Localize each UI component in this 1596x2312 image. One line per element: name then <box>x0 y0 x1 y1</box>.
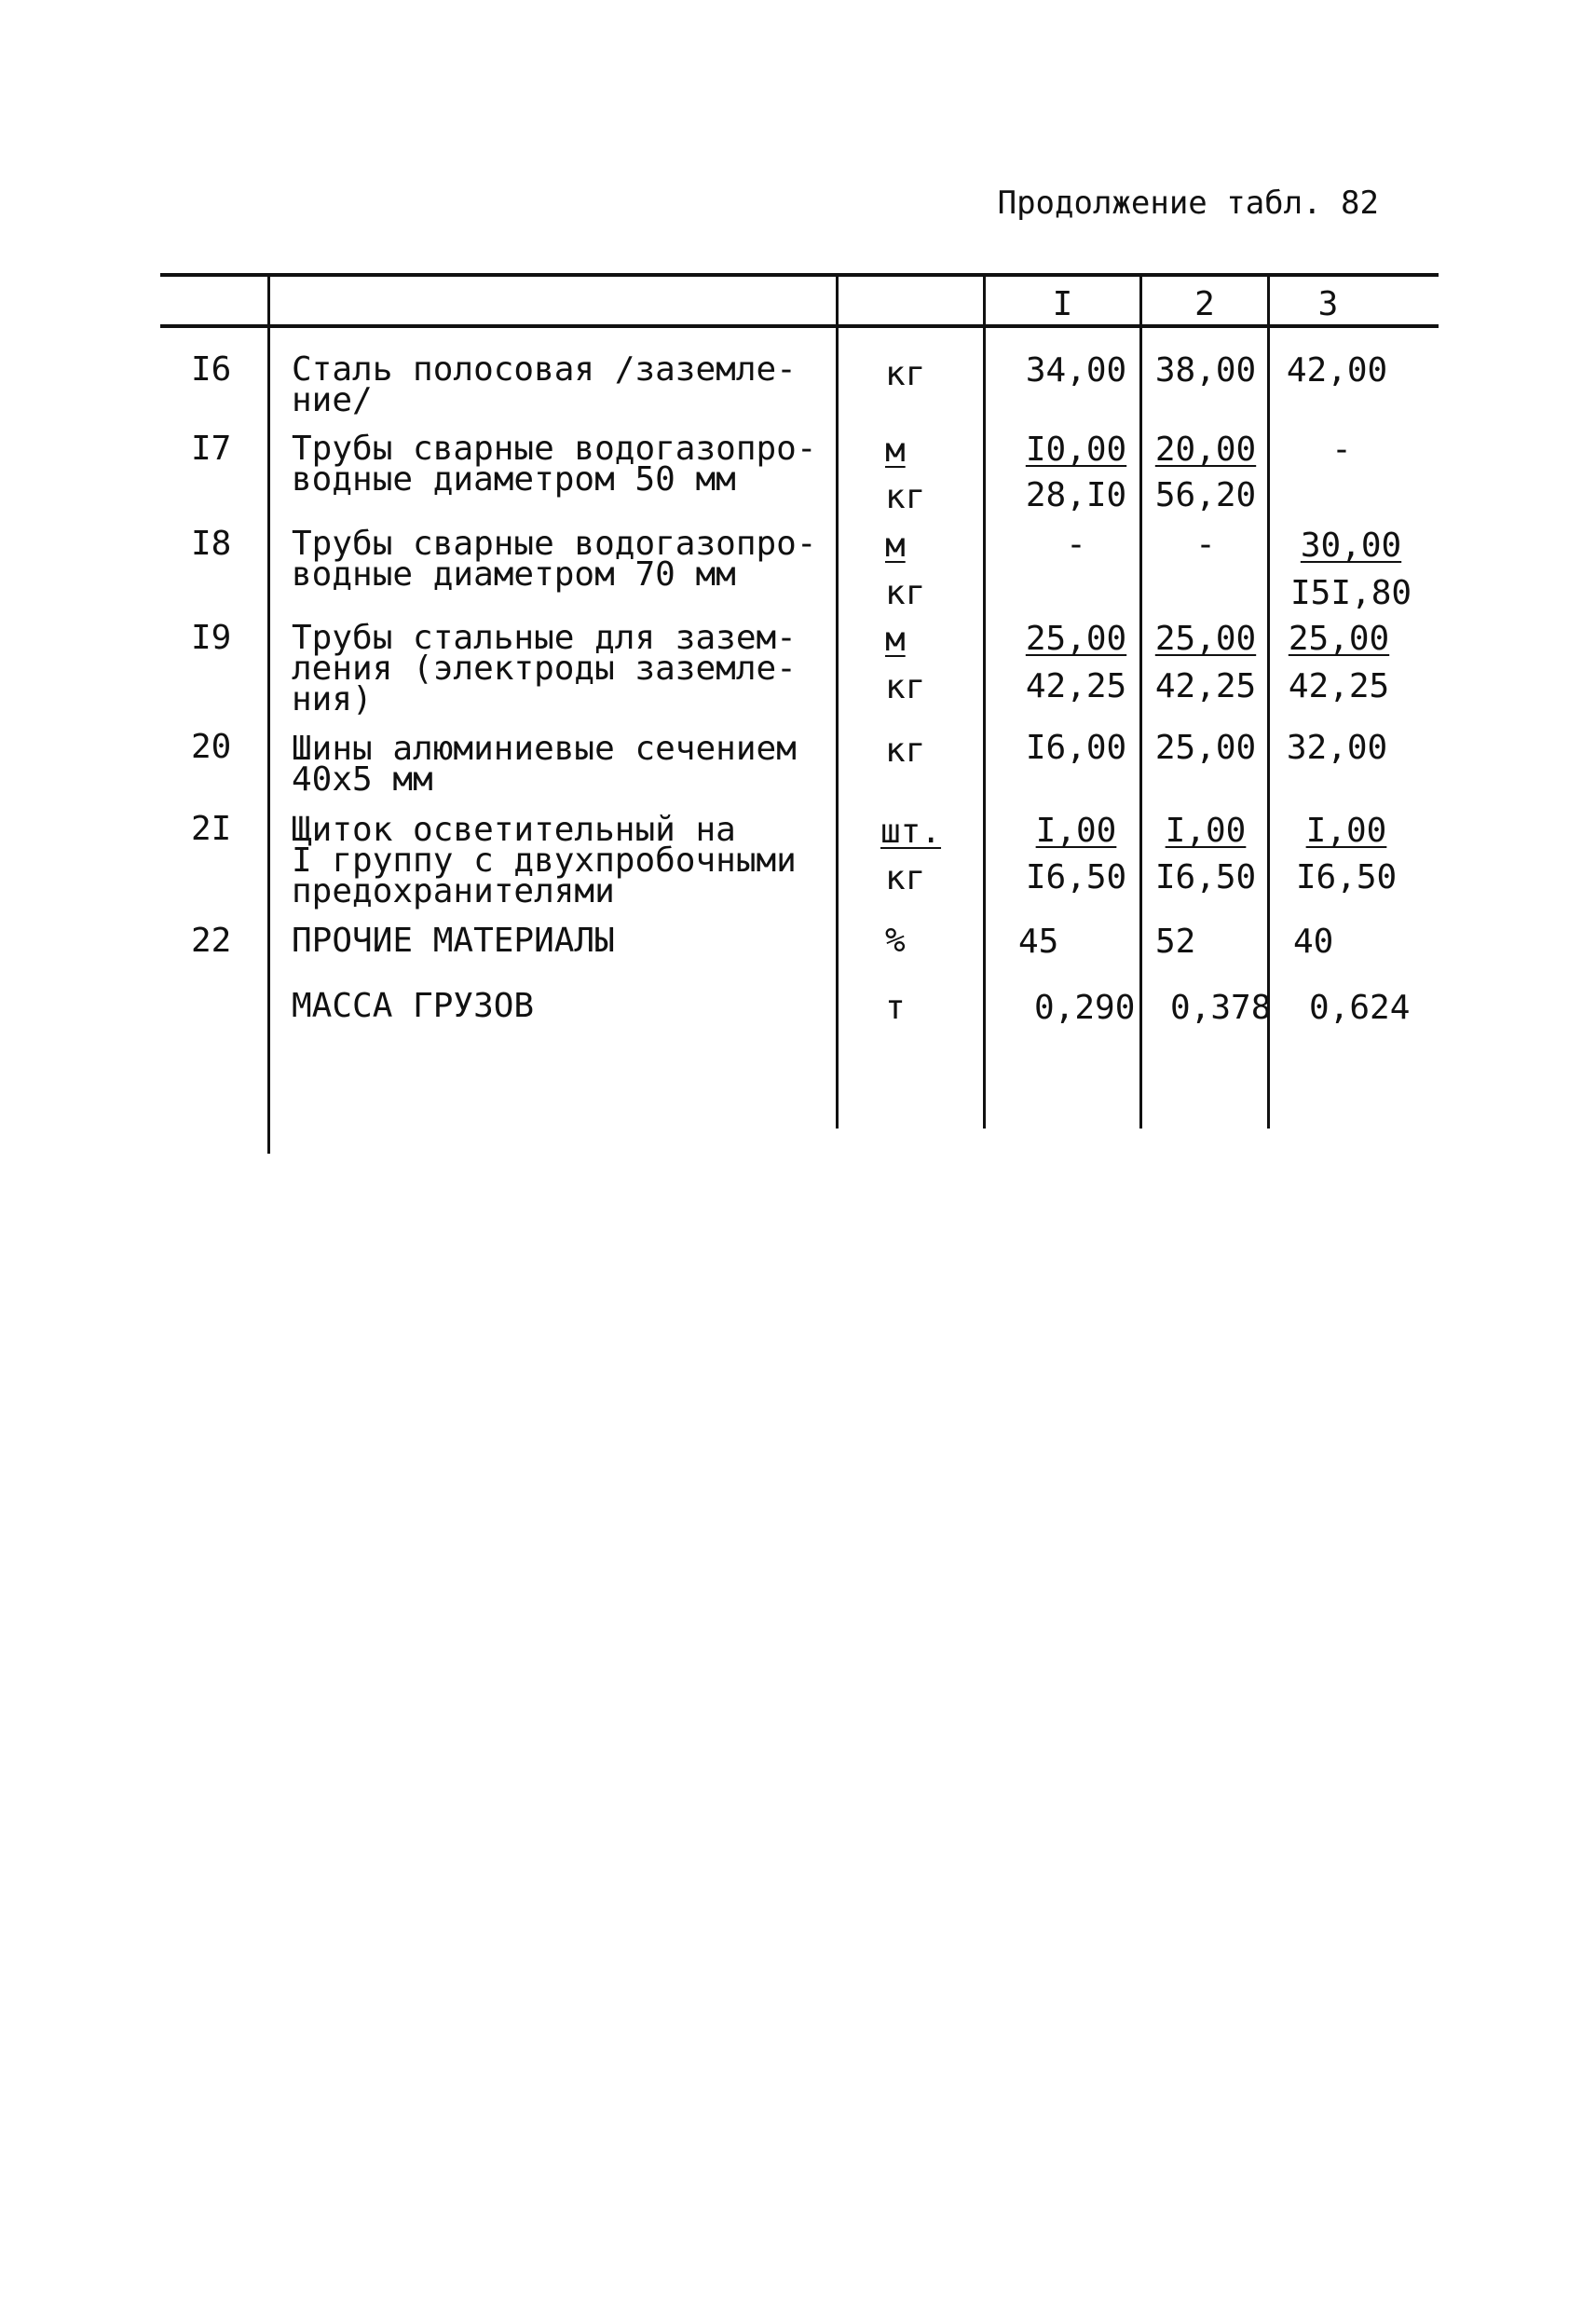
value-col1: 34,00 <box>1025 351 1127 390</box>
value-col1: I6,50 <box>1025 858 1127 896</box>
row-number: I6 <box>191 350 232 389</box>
row-unit: кг <box>885 859 926 897</box>
value-col3: 30,00 <box>1300 527 1402 565</box>
value-col1: 28,I0 <box>1025 476 1127 514</box>
row-name: МАССА ГРУЗОВ <box>292 987 535 1025</box>
column-header-2: 2 <box>1194 285 1215 323</box>
value-col2: 52 <box>1155 923 1196 961</box>
value-col1: I0,00 <box>1025 431 1127 469</box>
row-unit: % <box>885 922 906 960</box>
row-number: I8 <box>191 525 232 563</box>
value-col2: I,00 <box>1165 812 1247 850</box>
value-col3: 32,00 <box>1286 729 1388 767</box>
row-name: Шины алюминиевые сечением 40х5 мм <box>292 730 797 799</box>
row-name: Трубы стальные для зазем- ления (электроды заземле- ния) <box>292 619 797 718</box>
value-col3: 42,25 <box>1288 667 1390 705</box>
value-col3: I5I,80 <box>1290 574 1412 612</box>
column-header-3: 3 <box>1317 285 1339 323</box>
value-col2: 56,20 <box>1154 476 1257 514</box>
value-col2: 0,378 <box>1170 989 1272 1027</box>
row-unit: кг <box>885 732 926 770</box>
row-unit: м <box>885 527 906 565</box>
column-rule-name <box>836 273 839 1129</box>
row-number: 2I <box>191 810 232 848</box>
value-col1: 42,25 <box>1025 667 1127 705</box>
row-name: Трубы сварные водогазопро- водные диаметром 50 мм <box>292 430 817 499</box>
row-number: I7 <box>191 430 232 468</box>
value-col3: 42,00 <box>1286 351 1388 390</box>
column-header-1: I <box>1052 285 1073 323</box>
row-unit: м <box>885 621 906 659</box>
value-col3: 40 <box>1293 923 1334 961</box>
table-caption: Продолжение табл. 82 <box>997 185 1379 222</box>
row-unit: м <box>885 431 906 470</box>
row-unit: кг <box>885 574 926 612</box>
row-name: Трубы сварные водогазопро- водные диаметром 70 мм <box>292 525 817 594</box>
row-number: I9 <box>191 619 232 657</box>
row-unit: шт. <box>880 813 942 851</box>
column-rule-number <box>267 273 270 1154</box>
value-col3: I6,50 <box>1295 858 1398 896</box>
value-col3: 25,00 <box>1288 620 1390 658</box>
row-name: ПРОЧИЕ МАТЕРИАЛЫ <box>292 922 615 960</box>
row-name: Сталь полосовая /заземле- ние/ <box>292 350 797 419</box>
value-col2: 38,00 <box>1154 351 1257 390</box>
value-col1: I,00 <box>1035 812 1117 850</box>
value-col1: 45 <box>1018 923 1059 961</box>
value-col2: 25,00 <box>1154 620 1257 658</box>
value-col2: I6,50 <box>1154 858 1257 896</box>
value-col1: I6,00 <box>1025 729 1127 767</box>
value-col1: - <box>1066 526 1086 564</box>
column-rule-unit <box>983 273 986 1129</box>
value-col2: 20,00 <box>1154 431 1257 469</box>
value-col2: 42,25 <box>1154 667 1257 705</box>
value-col3: I,00 <box>1305 812 1387 850</box>
row-unit: кг <box>885 355 926 393</box>
row-unit: кг <box>885 478 926 516</box>
row-number: 22 <box>191 922 232 960</box>
value-col1: 0,290 <box>1034 989 1136 1027</box>
table-header-rule <box>160 324 1439 328</box>
table-top-rule <box>160 273 1439 277</box>
value-col2: 25,00 <box>1154 729 1257 767</box>
value-col3: 0,624 <box>1309 989 1411 1027</box>
row-name: Щиток осветительный на I группу с двухпробочными предохранителями <box>292 811 797 910</box>
row-number: 20 <box>191 728 232 766</box>
row-unit: т <box>885 989 906 1027</box>
value-col3: - <box>1331 431 1352 469</box>
row-unit: кг <box>885 668 926 706</box>
column-rule-1 <box>1139 273 1142 1129</box>
value-col1: 25,00 <box>1025 620 1127 658</box>
value-col2: - <box>1195 526 1216 564</box>
